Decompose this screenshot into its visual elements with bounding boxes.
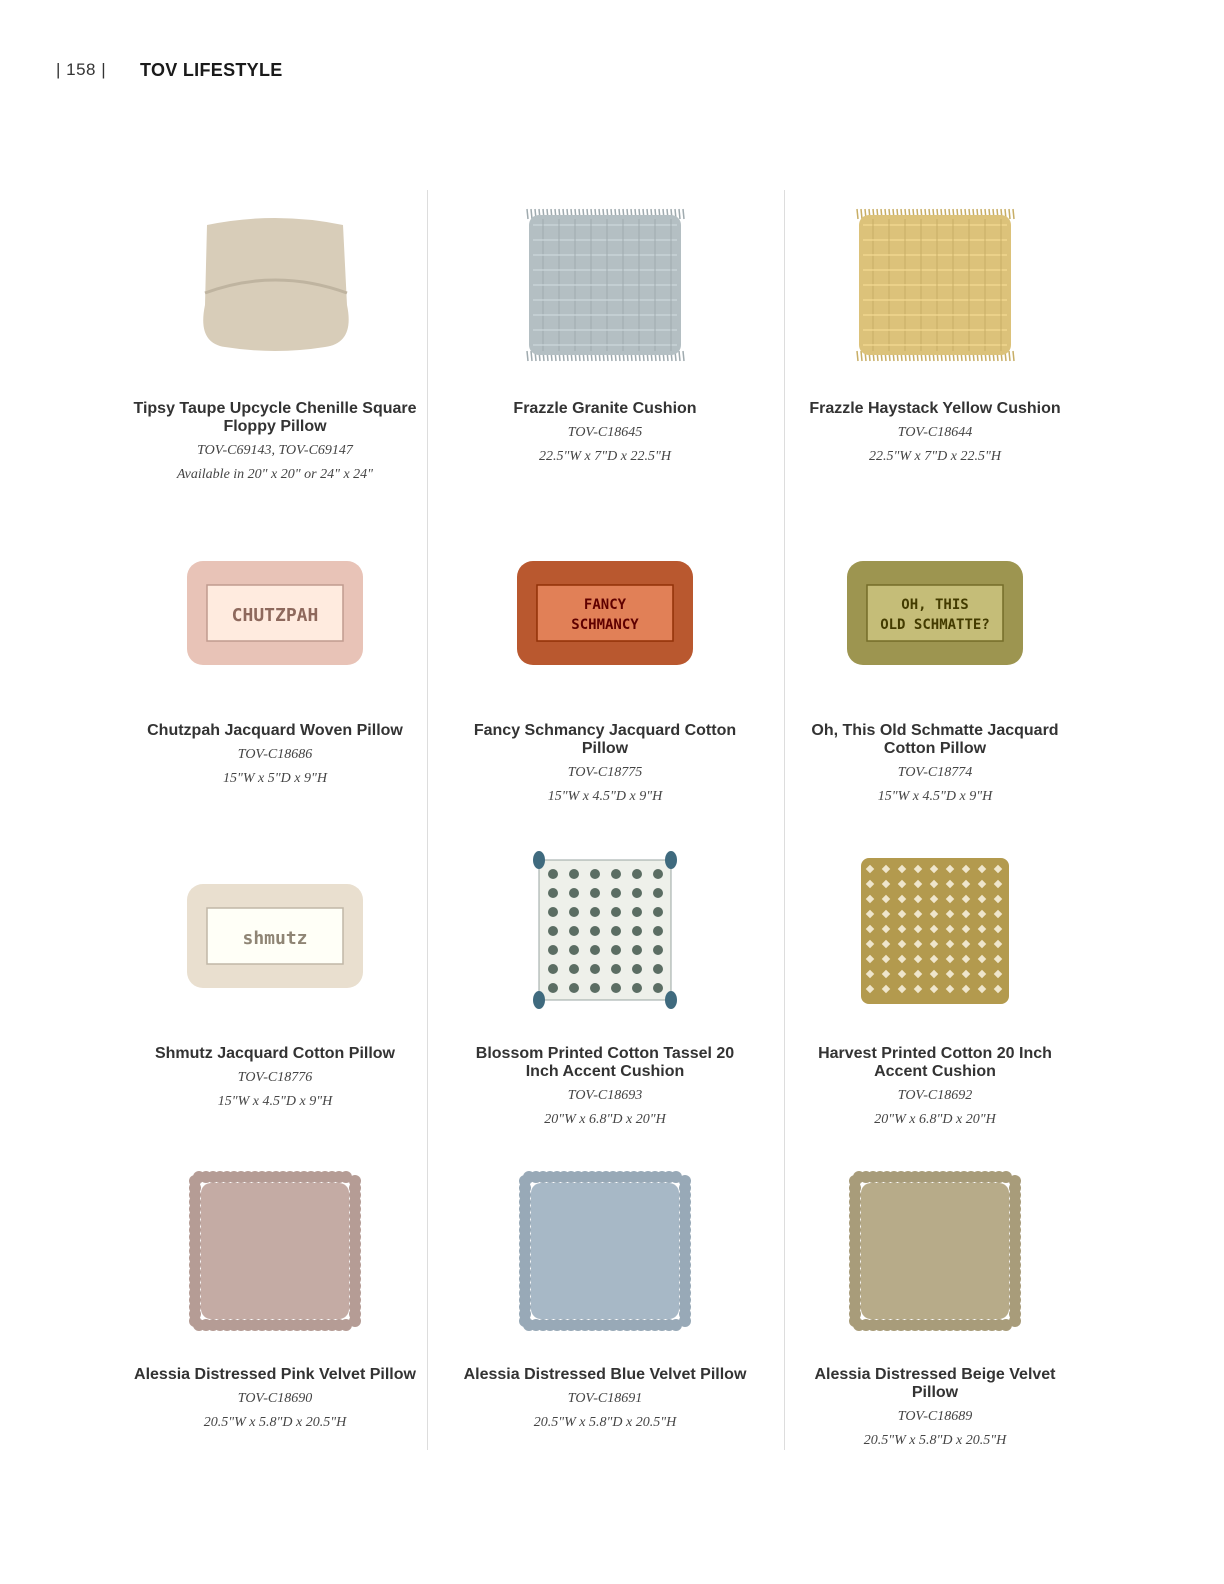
product-name: Alessia Distressed Pink Velvet Pillow <box>134 1366 416 1383</box>
product-card <box>770 190 1100 469</box>
pillow-image <box>110 1156 440 1346</box>
product-sku: TOV-C18689 <box>897 1409 973 1424</box>
product-sku: TOV-C18776 <box>237 1070 313 1085</box>
page-header <box>56 58 283 82</box>
pillow-image <box>110 835 440 1025</box>
product-card <box>440 190 770 469</box>
product-sku: TOV-C69143, TOV-C69147 <box>197 443 353 458</box>
product-dimensions: 20.5"W x 5.8"D x 20.5"H <box>533 1415 677 1430</box>
product-card <box>440 1156 770 1435</box>
pillow-print-text: FANCY <box>583 597 627 613</box>
pillow-image <box>770 512 1100 702</box>
product-card <box>440 835 770 1132</box>
product-dimensions: 20"W x 6.8"D x 20"H <box>544 1112 666 1127</box>
pillow-image <box>770 1156 1100 1346</box>
product-name: Alessia Distressed Blue Velvet Pillow <box>463 1366 747 1383</box>
product-card <box>770 1156 1100 1453</box>
page-number: | 158 | <box>56 60 107 79</box>
product-sku: TOV-C18693 <box>567 1088 643 1103</box>
pillow-image <box>770 835 1100 1025</box>
product-name: Harvest Printed Cotton 20 Inch Accent Cushion <box>818 1045 1052 1080</box>
pillow-print-text: shmutz <box>242 928 308 949</box>
product-dimensions: 15"W x 5"D x 9"H <box>223 771 327 786</box>
product-sku: TOV-C18686 <box>237 747 313 762</box>
product-card <box>110 835 440 1114</box>
product-card <box>110 190 440 487</box>
product-dimensions: 20.5"W x 5.8"D x 20.5"H <box>863 1433 1007 1448</box>
product-sku: TOV-C18775 <box>567 765 643 780</box>
pillow-image <box>110 190 440 380</box>
product-name: Tipsy Taupe Upcycle Chenille Square Floppy Pillow <box>133 400 417 435</box>
product-dimensions: 22.5"W x 7"D x 22.5"H <box>869 449 1001 464</box>
product-card <box>770 512 1100 809</box>
product-sku: TOV-C18692 <box>897 1088 973 1103</box>
product-name: Alessia Distressed Beige Velvet Pillow <box>814 1366 1056 1401</box>
pillow-print-text: SCHMANCY <box>571 617 639 633</box>
pillow-image <box>440 190 770 380</box>
pillow-image <box>440 512 770 702</box>
product-name: Frazzle Haystack Yellow Cushion <box>809 400 1061 417</box>
product-sku: TOV-C18774 <box>897 765 973 780</box>
product-dimensions: 15"W x 4.5"D x 9"H <box>547 789 663 804</box>
product-dimensions: 15"W x 4.5"D x 9"H <box>217 1094 333 1109</box>
product-dimensions: 20"W x 6.8"D x 20"H <box>874 1112 996 1127</box>
brand-title: TOV LIFESTYLE <box>140 59 283 80</box>
pillow-image <box>440 835 770 1025</box>
pillow-print-text: CHUTZPAH <box>231 605 319 626</box>
product-dimensions: 22.5"W x 7"D x 22.5"H <box>539 449 671 464</box>
pillow-print-text: OH, THIS <box>901 597 969 613</box>
pillow-image <box>110 512 440 702</box>
product-card <box>770 835 1100 1132</box>
product-sku: TOV-C18644 <box>897 425 973 440</box>
product-name: Shmutz Jacquard Cotton Pillow <box>154 1045 395 1062</box>
pillow-image <box>440 1156 770 1346</box>
product-dimensions: Available in 20" x 20" or 24" x 24" <box>176 467 374 482</box>
product-name: Fancy Schmancy Jacquard Cotton Pillow <box>473 722 737 757</box>
product-dimensions: 15"W x 4.5"D x 9"H <box>877 789 993 804</box>
pillow-print-text: OLD SCHMATTE? <box>880 617 990 633</box>
pillow-image <box>770 190 1100 380</box>
product-card <box>110 512 440 791</box>
product-sku: TOV-C18691 <box>567 1391 643 1406</box>
product-name: Blossom Printed Cotton Tassel 20 Inch Accent Cushion <box>475 1045 735 1080</box>
product-card <box>110 1156 440 1435</box>
product-name: Chutzpah Jacquard Woven Pillow <box>147 722 403 739</box>
product-name: Frazzle Granite Cushion <box>513 400 697 417</box>
product-name: Oh, This Old Schmatte Jacquard Cotton Pillow <box>811 722 1059 757</box>
product-sku: TOV-C18645 <box>567 425 643 440</box>
product-dimensions: 20.5"W x 5.8"D x 20.5"H <box>203 1415 347 1430</box>
product-sku: TOV-C18690 <box>237 1391 313 1406</box>
product-card <box>440 512 770 809</box>
